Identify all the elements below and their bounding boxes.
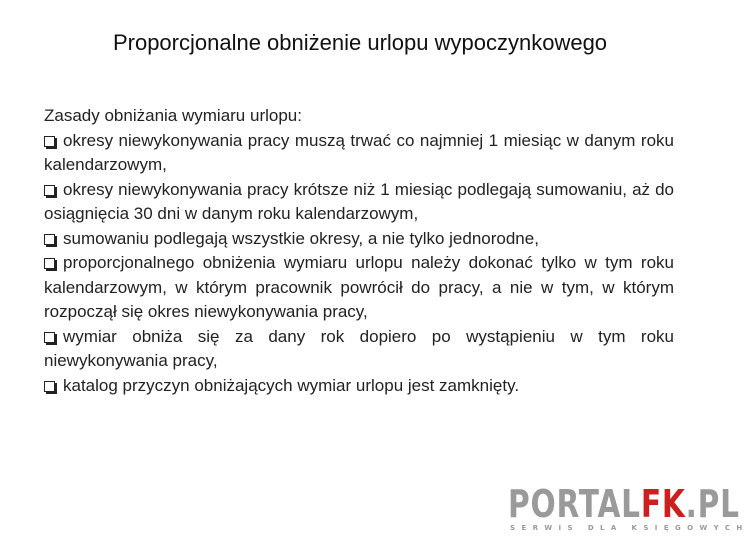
slide-title: Proporcjonalne obniżenie urlopu wypoczynkowego <box>112 30 608 55</box>
checkbox-square-icon <box>44 332 55 343</box>
checkbox-square-icon <box>44 185 55 196</box>
checkbox-square-icon <box>44 258 55 269</box>
bullet-text: okresy niewykonywania pracy muszą trwać co najmniej 1 miesiąc w danym roku kalendarzowym, <box>44 130 674 174</box>
bullet-text: sumowaniu podlegają wszystkie okresy, a nie tylko jednorodne, <box>63 228 539 248</box>
intro-text: Zasady obniżania wymiaru urlopu: <box>44 106 302 125</box>
bullet-text: okresy niewykonywania pracy krótsze niż 1 miesiąc podlegają sumowaniu, aż do osiągnięcia 30 dni w danym roku kalendarzowym, <box>44 179 674 223</box>
portalfk-logo <box>508 482 749 540</box>
logo-fk-text: FK <box>640 482 686 526</box>
bullet-text: wymiar obniża się za dany rok dopiero po wystąpieniu w tym roku niewykonywania pracy, <box>44 326 674 370</box>
logo-tagline: SERWIS DLA KSIĘGOWYCH <box>510 524 749 532</box>
logo-portal-text: PORTAL <box>508 482 641 526</box>
bullet-text: katalog przyczyn obniżających wymiar urlopu jest zamknięty. <box>63 375 520 395</box>
checkbox-square-icon <box>44 381 55 392</box>
bullet-item <box>44 129 674 178</box>
bullet-item <box>44 374 674 399</box>
bullet-item <box>44 178 674 227</box>
checkbox-square-icon <box>44 136 55 147</box>
checkbox-square-icon <box>44 234 55 245</box>
bullet-list <box>44 129 674 399</box>
bullet-item <box>44 325 674 374</box>
slide-content <box>44 104 674 398</box>
bullet-text: proporcjonalnego obniżenia wymiaru urlopu należy dokonać tylko w tym roku kalendarzowym, w którym pracownik powrócił do pracy, a nie w tym, w którym rozpoczął się okres niewykonywania pracy, <box>44 253 674 321</box>
logo-pl-text: .PL <box>685 482 740 526</box>
bullet-item <box>44 251 674 325</box>
bullet-item <box>44 227 674 252</box>
logo-wordmark <box>508 484 740 524</box>
